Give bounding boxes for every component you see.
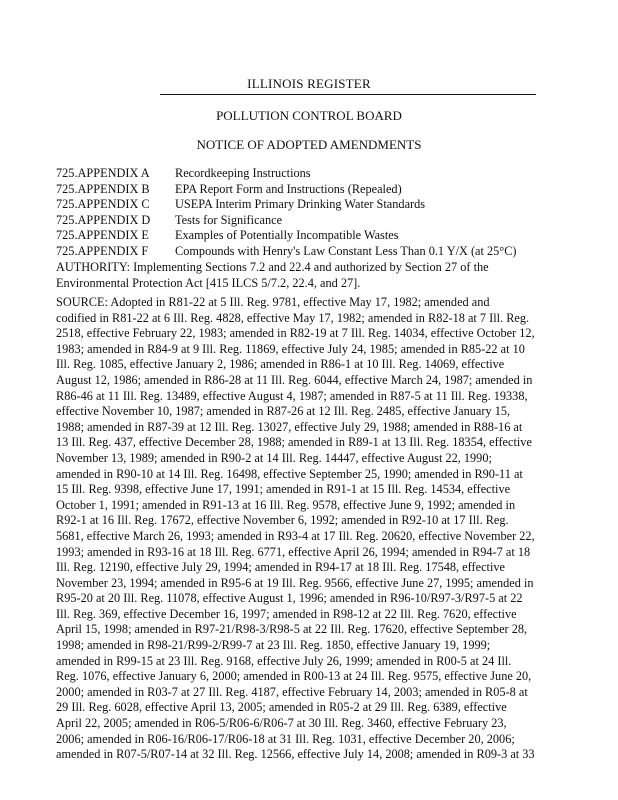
source-line: amended in R99-15 at 23 Ill. Reg. 9168, effective July 26, 1999; amended in R00-5 at 24 Ill.	[56, 653, 512, 668]
source-line: 1993; amended in R93-16 at 18 Ill. Reg. 6771, effective April 26, 1994; amended in R94-7 at 18	[56, 544, 531, 559]
notice-title: NOTICE OF ADOPTED AMENDMENTS	[196, 137, 422, 152]
source-line: R95-20 at 20 Ill. Reg. 11078, effective August 1, 1996; amended in R96-10/R97-3/R97-5 at 22	[56, 591, 523, 606]
source-line: 13 Ill. Reg. 437, effective December 28, 1988; amended in R89-1 at 13 Ill. Reg. 18354, effective	[56, 435, 532, 450]
appendix-id: 725.APPENDIX B	[56, 181, 150, 196]
source-line: November 23, 1994; amended in R95-6 at 19 Ill. Reg. 9566, effective June 27, 1995; amended in	[56, 575, 534, 590]
source-line: amended in R90-10 at 14 Ill. Reg. 16498, effective September 25, 1990; amended in R90-11 at	[56, 466, 523, 481]
appendix-row	[56, 213, 576, 229]
source-line: Ill. Reg. 369, effective December 16, 1997; amended in R98-12 at 22 Ill. Reg. 7620, effective	[56, 606, 517, 621]
source-line: SOURCE: Adopted in R81-22 at 5 Ill. Reg. 9781, effective May 17, 1982; amended and	[56, 295, 490, 309]
source-line: 2000; amended in R03-7 at 27 Ill. Reg. 4187, effective February 14, 2003; amended in R05-8 at	[56, 684, 528, 699]
board-title: POLLUTION CONTROL BOARD	[216, 108, 402, 123]
appendix-title: EPA Report Form and Instructions (Repealed)	[175, 181, 402, 196]
appendix-row	[56, 228, 576, 244]
appendix-title: Examples of Potentially Incompatible Wastes	[175, 228, 399, 242]
appendix-row	[56, 166, 576, 182]
source-line: Reg. 1076, effective January 6, 2000; amended in R00-13 at 24 Ill. Reg. 9575, effective June 20,	[56, 669, 532, 684]
source-line: effective November 10, 1987; amended in R87-26 at 12 Ill. Reg. 2485, effective January 15,	[56, 404, 511, 419]
source-paragraph	[56, 295, 566, 763]
source-line: R92-1 at 16 Ill. Reg. 17672, effective November 6, 1992; amended in R92-10 at 17 Ill. Reg.	[56, 513, 509, 528]
header-rule	[160, 94, 536, 95]
source-line: amended in R07-5/R07-14 at 32 Ill. Reg. 12566, effective July 14, 2008; amended in R09-3 at 33	[56, 747, 535, 762]
source-line: October 1, 1991; amended in R91-13 at 16 Ill. Reg. 9578, effective June 9, 1992; amended in	[56, 497, 516, 512]
source-line: 2006; amended in R06-16/R06-17/R06-18 at 31 Ill. Reg. 1031, effective December 20, 2006;	[56, 731, 515, 746]
source-line: Ill. Reg. 12190, effective July 29, 1994; amended in R94-17 at 18 Ill. Reg. 17548, effective	[56, 560, 505, 575]
appendix-title: USEPA Interim Primary Drinking Water Standards	[175, 197, 426, 211]
source-line: codified in R81-22 at 6 Ill. Reg. 4828, effective May 17, 1982; amended in R82-18 at 7 Ill. Reg.	[56, 310, 530, 325]
source-line: November 13, 1989; amended in R90-2 at 14 Ill. Reg. 14447, effective August 22, 1990;	[56, 450, 492, 465]
source-line: August 12, 1986; amended in R86-28 at 11 Ill. Reg. 6044, effective March 24, 1987; amended in	[56, 372, 533, 387]
appendix-row	[56, 244, 576, 260]
register-title: ILLINOIS REGISTER	[247, 76, 371, 91]
source-line: 15 Ill. Reg. 9398, effective June 17, 1991; amended in R91-1 at 15 Ill. Reg. 14534, effective	[56, 482, 511, 497]
source-line: R86-46 at 11 Ill. Reg. 13489, effective August 4, 1987; amended in R87-5 at 11 Ill. Reg. 19338,	[56, 388, 528, 403]
authority-line: AUTHORITY: Implementing Sections 7.2 and 22.4 and authorized by Section 27 of the	[56, 260, 489, 274]
source-line: 1998; amended in R98-21/R99-2/R99-7 at 23 Ill. Reg. 1850, effective January 19, 1999;	[56, 638, 491, 653]
source-line: 1983; amended in R84-9 at 9 Ill. Reg. 11869, effective July 24, 1985; amended in R85-22 at 10	[56, 341, 525, 356]
source-line: Ill. Reg. 1085, effective January 2, 1986; amended in R86-1 at 10 Ill. Reg. 14069, effective	[56, 357, 505, 372]
source-line: 2518, effective February 22, 1983; amended in R82-19 at 7 Ill. Reg. 14034, effective October 12,	[56, 326, 535, 341]
appendix-id: 725.APPENDIX D	[56, 212, 151, 227]
source-line: April 15, 1998; amended in R97-21/R98-3/R98-5 at 22 Ill. Reg. 17620, effective September 28,	[56, 622, 528, 637]
source-line: 5681, effective March 26, 1993; amended in R93-4 at 17 Ill. Reg. 20620, effective November 22,	[56, 528, 535, 543]
appendix-title: Recordkeeping Instructions	[175, 166, 311, 180]
appendix-row	[56, 182, 576, 198]
authority-line: Environmental Protection Act [415 ILCS 5/7.2, 22.4, and 27].	[56, 275, 361, 290]
authority-paragraph	[56, 260, 566, 291]
appendix-id: 725.APPENDIX A	[56, 166, 150, 180]
appendix-id: 725.APPENDIX F	[56, 243, 149, 258]
source-line: 29 Ill. Reg. 6028, effective April 13, 2005; amended in R05-2 at 29 Ill. Reg. 6389, effective	[56, 700, 507, 715]
appendix-list	[56, 166, 576, 259]
source-line: 1988; amended in R87-39 at 12 Ill. Reg. 13027, effective July 29, 1988; amended in R88-16 at	[56, 419, 523, 434]
appendix-row	[56, 197, 576, 213]
appendix-title: Compounds with Henry's Law Constant Less Than 0.1 Y/X (at 25°C)	[175, 243, 517, 258]
appendix-id: 725.APPENDIX E	[56, 228, 149, 242]
source-line: April 22, 2005; amended in R06-5/R06-6/R06-7 at 30 Ill. Reg. 3460, effective February 23,	[56, 716, 507, 731]
appendix-title: Tests for Significance	[175, 212, 283, 227]
appendix-id: 725.APPENDIX C	[56, 197, 150, 211]
